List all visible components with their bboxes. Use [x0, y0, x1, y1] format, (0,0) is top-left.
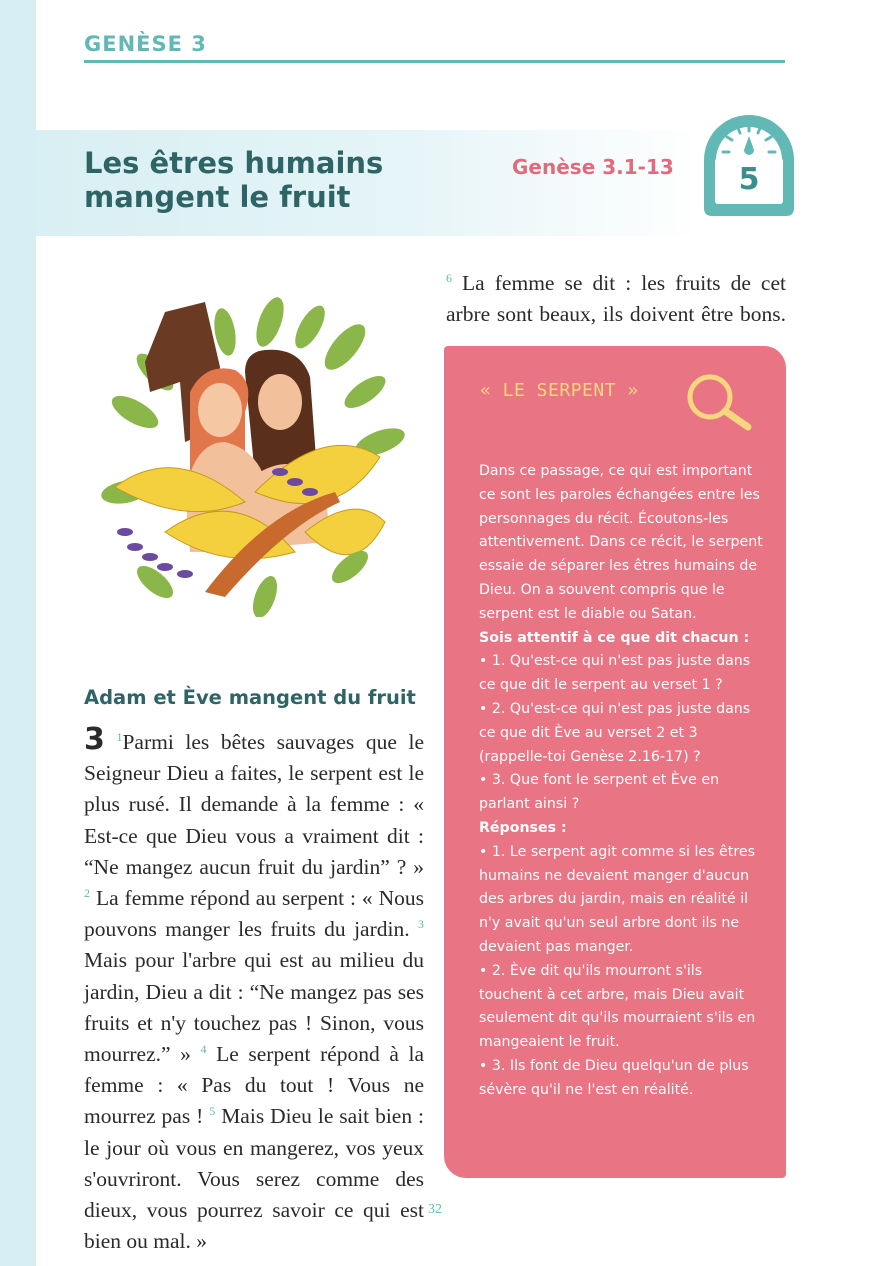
page-title: Les êtres humains mangent le fruit	[84, 146, 384, 214]
question-item: • 1. Qu'est-ce qui n'est pas juste dans ce que dit le serpent au verset 1 ?	[479, 653, 751, 694]
answers-heading: Réponses :	[479, 819, 567, 836]
verse-text: Parmi les bêtes sauvages que le Seigneur Dieu a faites, le serpent est le plus rusé. Il demande à la femme : « Est-ce que Dieu vous a vraiment dit : “Ne mangez aucun fruit du jardin” ? »	[84, 730, 424, 879]
questions-heading: Sois attentif à ce que dit chacun :	[479, 629, 750, 646]
verse-text: Mais Dieu le sait bien : le jour où vous en mangerez, vos yeux s'ouvriront. Vous serez comme des dieux, vous pourrez savoir ce qui est bien ou mal. »	[84, 1104, 425, 1254]
verse-6	[446, 268, 786, 330]
section-subtitle: Adam et Ève mangent du fruit	[84, 686, 416, 709]
answer-item: • 1. Le serpent agit comme si les êtres humains ne devaient manger d'aucun des arbres du jardin, mais en réalité il n'y avait qu'un seul arbre dont ils ne devaient pas manger.	[479, 843, 755, 955]
question-item: • 3. Que font le serpent et Ève en parlant ainsi ?	[479, 772, 720, 813]
verse-text: Le serpent répond à la femme : « Pas du tout ! Vous ne mourrez pas !	[84, 1042, 425, 1129]
side-color-strip	[0, 0, 36, 1266]
info-intro: Dans ce passage, ce qui est important ce sont les paroles échangées entre les personnages du récit. Écoutons-les attentivement. Dans ce récit, le serpent essaie de séparer les êtres humains de Dieu. On a souvent compris que le serpent est le diable ou Satan.	[479, 463, 763, 622]
verse-text: La femme répond au serpent : « Nous pouvons manger les fruits du jardin.	[84, 886, 424, 942]
page-number: 32	[428, 1202, 442, 1217]
magnifier-icon	[680, 370, 756, 432]
info-box-title: « LE SERPENT »	[480, 380, 639, 401]
verse-number: 6	[446, 270, 452, 285]
timer-badge	[698, 96, 800, 220]
verse-number: 3	[418, 917, 424, 932]
header-rule	[84, 60, 785, 63]
running-head: GENÈSE 3	[84, 32, 207, 56]
adam-eve-illustration	[95, 292, 405, 617]
title-reference: Genèse 3.1-13	[512, 155, 674, 179]
verse-text: La femme se dit : les fruits de cet arbre sont beaux, ils doivent être bons.	[446, 271, 786, 326]
answer-item: • 2. Ève dit qu'ils mourront s'ils touchent à cet arbre, mais Dieu avait seulement dit qu'ils mourraient s'ils en mangeaient le fruit.	[479, 962, 756, 1051]
chapter-number: 3	[84, 722, 105, 757]
info-box-body	[479, 460, 769, 1103]
verse-number: 5	[209, 1104, 216, 1119]
question-item: • 2. Qu'est-ce qui n'est pas juste dans ce que dit Ève au verset 2 et 3 (rappelle-toi Genèse 2.16-17) ?	[479, 700, 751, 765]
verse-number: 2	[84, 885, 90, 900]
bible-passage	[84, 722, 425, 1257]
verse-text: Mais pour l'arbre qui est au milieu du jardin, Dieu a dit : “Ne mangez pas ses fruits et n'y touchez pas ! Sinon, vous mourrez.” »	[84, 948, 424, 1067]
timer-icon	[698, 96, 800, 220]
answer-item: • 3. Ils font de Dieu quelqu'un de plus sévère qu'il ne l'est en réalité.	[479, 1057, 749, 1098]
timer-number: 5	[738, 162, 760, 197]
verse-number: 1	[116, 729, 123, 744]
verse-number: 4	[200, 1041, 207, 1056]
